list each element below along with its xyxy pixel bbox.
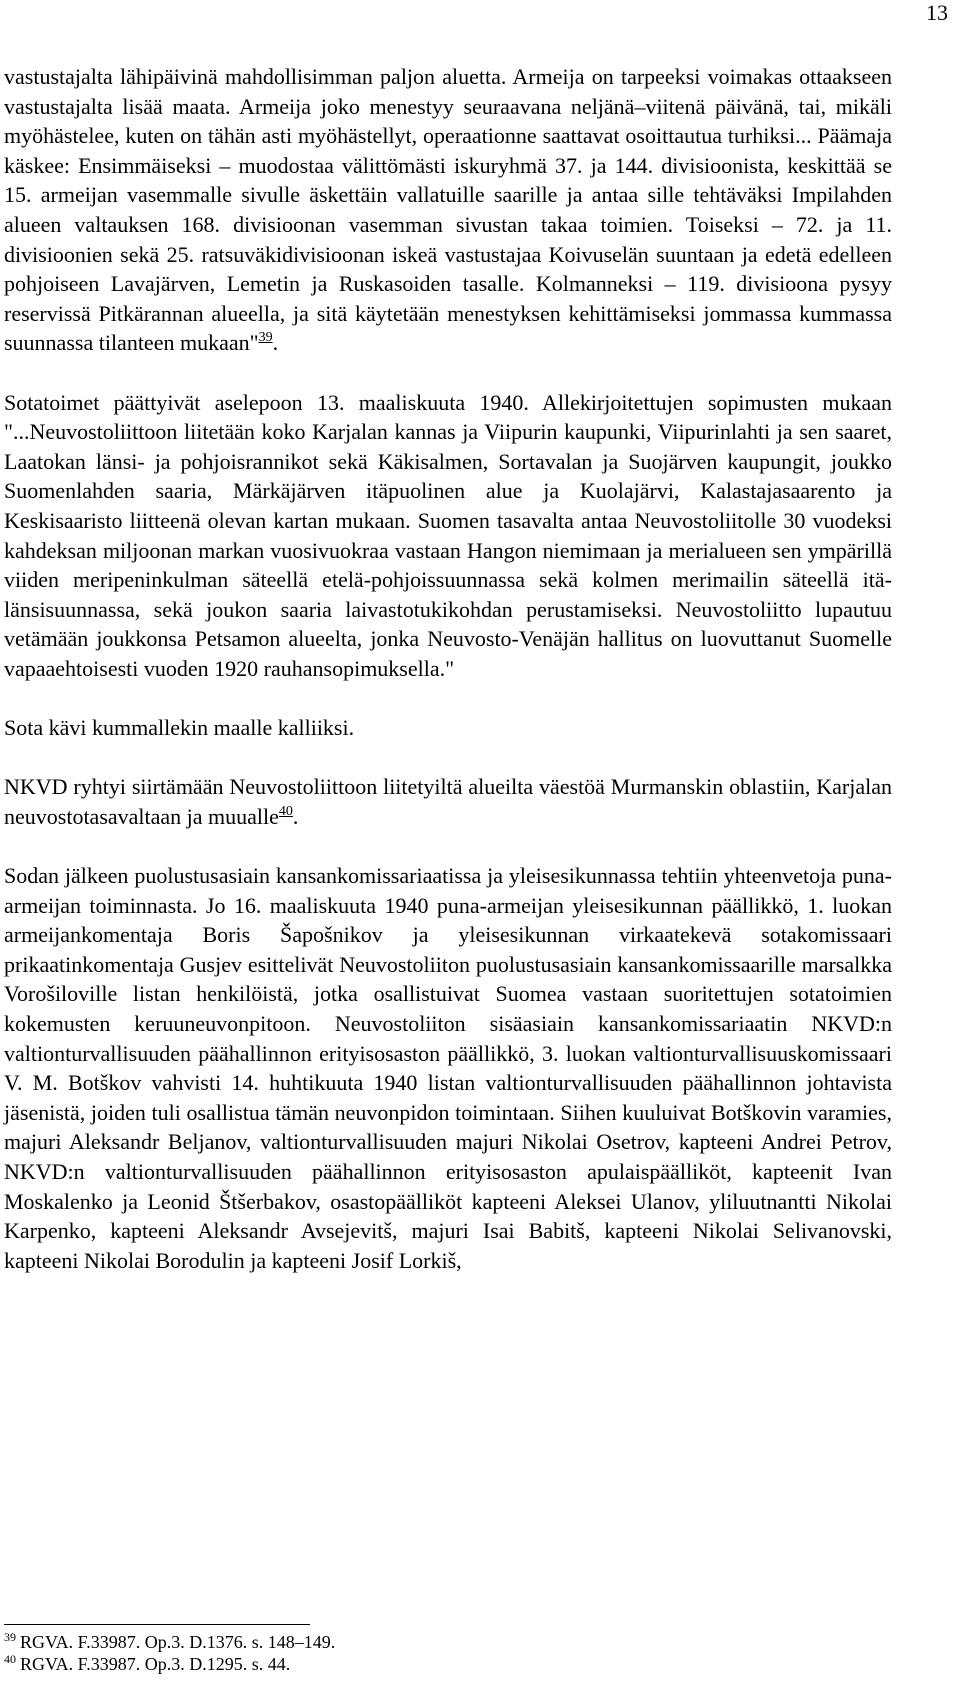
footnote	[4, 1631, 892, 1653]
footnotes	[4, 1624, 892, 1675]
page-number: 13	[926, 0, 948, 25]
paragraph-text-end: .	[272, 330, 279, 356]
paragraph-postwar: Sodan jälkeen puolustusasiain kansankomissariaatissa ja yleisesikunnassa tehtiin yhteenvetoja puna-armeijan toiminnasta. Jo 16. maaliskuuta 1940 puna-armeijan yleisesikunnan päällikkö, 1. luokan armeijankomentaja Boris Šapošnikov ja yleisesikunnan virkaatekevä sotakomissaari prikaatinkomentaja Gusjev esittelivät Neuvostoliiton puolustusasiain kansankomissaarille marsalkka Vorošiloville listan henkilöistä, jotka osallistuivat Suomea vastaan suoritettujen sotatoimien kokemusten keruuneuvonpitoon. Neuvostoliiton sisäasiain kansankomissariaatin NKVD:n valtionturvallisuuden päähallinnon erityisosaston päällikkö, 3. luokan valtionturvallisuuskomissaari V. M. Botškov vahvisti 14. huhtikuuta 1940 listan valtionturvallisuuden päähallinnon johtavista jäsenistä, joiden tuli osallistua tämän neuvonpidon toimintaan. Siihen kuuluivat Botškovin varamies, majuri Aleksandr Beljanov, valtionturvallisuuden majuri Nikolai Osetrov, kapteeni Andrei Petrov, NKVD:n valtionturvallisuuden päähallinnon erityisosaston apulaispäälliköt, kapteenit Ivan Moskalenko ja Leonid Štšerbakov, osastopäälliköt kapteeni Aleksei Ulanov, yliluutnantti Nikolai Karpenko, kapteeni Aleksandr Avsejevitš, majuri Isai Babitš, kapteeni Nikolai Selivanovski, kapteeni Nikolai Borodulin ja kapteeni Josif Lorkiš,	[4, 863, 892, 1273]
paragraph-spacer	[4, 683, 892, 713]
paragraph-text: vastustajalta lähipäivinä mahdollisimman paljon aluetta. Armeija on tarpeeksi voimakas ottaakseen vastustajalta lisää maata. Armeija joko menestyy seuraavana neljänä–viitenä päivänä, tai, mikäli myöhästelee, kuten on tähän asti myöhästellyt, operaationne saattavat osoittautua turhiksi... Päämaja käskee: Ensimmäiseksi – muodostaa välittömästi iskuryhmä 37. ja 144. divisioonista, keskittää se 15. armeijan vasemmalle sivulle äskettäin vallatuille saarille ja antaa sille tehtäväksi Impilahden alueen valtauksen 168. divisioonan vasemman sivustan takaa toimien. Toiseksi – 72. ja 11. divisioonien sekä 25. ratsuväkidivisioonan iskeä vastustajaa Koivuselän suuntaan ja edetä edelleen pohjoiseen Lavajärven, Lemetin ja Ruskasoiden tasalle. Kolmanneksi – 119. divisioona pysyy reservissä Pitkärannan alueella, ja sitä käytetään menestyksen kehittämiseksi jommassa kummassa suunnassa tilanteen mukaan"	[4, 64, 892, 356]
footnote-text: RGVA. F.33987. Op.3. D.1376. s. 148–149.	[20, 1632, 336, 1652]
footnote-number: 40	[4, 1652, 16, 1666]
footnote-reference[interactable]: 40	[278, 803, 293, 819]
footnote	[4, 1653, 892, 1675]
footnote-reference[interactable]: 39	[258, 330, 273, 346]
footnote-text: RGVA. F.33987. Op.3. D.1295. s. 44.	[20, 1654, 291, 1674]
paragraph-armistice: Sotatoimet päättyivät aselepoon 13. maaliskuuta 1940. Allekirjoitettujen sopimusten mukaan "...Neuvostoliittoon liitetään koko Karjalan kannas ja Viipurin kaupunki, Viipurinlahti ja sen saaret, Laatokan länsi- ja pohjoisrannikot sekä Käkisalmen, Sortavalan ja Suojärven kaupungit, joukko Suomenlahden saaria, Märkäjärven itäpuolinen alue ja Kuolajärvi, Kalastajasaarento ja Keskisaaristo liitteenä olevan kartan mukaan. Suomen tasavalta antaa Neuvostoliitolle 30 vuodeksi kahdeksan miljoonan markan vuosivuokraa vastaan Hangon niemimaan ja merialueen sen ympärillä viiden meripeninkulman säteellä etelä-pohjoissuunnassa sekä kolmen merimailin säteellä itä-länsisuunnassa, sekä joukon saaria laivastotukikohdan perustamiseksi. Neuvostoliitto lupautuu vetämään joukkonsa Petsamon alueelta, jonka Neuvosto-Venäjän hallitus on luovuttanut Suomelle vapaaehtoisesti vuoden 1920 rauhansopimuksella."	[4, 389, 892, 681]
paragraph-spacer	[4, 358, 892, 388]
paragraph-text-end: .	[292, 803, 299, 829]
main-text	[4, 62, 892, 1275]
paragraph-cost: Sota kävi kummallekin maalle kalliiksi.	[4, 715, 355, 741]
paragraph-spacer	[4, 743, 892, 773]
footnote-number: 39	[4, 1630, 16, 1644]
paragraph-spacer	[4, 831, 892, 861]
paragraph-quote-continuation	[4, 62, 892, 358]
paragraph-nkvd	[4, 772, 892, 831]
footnote-divider	[4, 1624, 310, 1625]
paragraph-text: NKVD ryhtyi siirtämään Neuvostoliittoon liitetyiltä alueilta väestöä Murmanskin oblastiin, Karjalan neuvostotasavaltaan ja muualle	[4, 774, 892, 829]
